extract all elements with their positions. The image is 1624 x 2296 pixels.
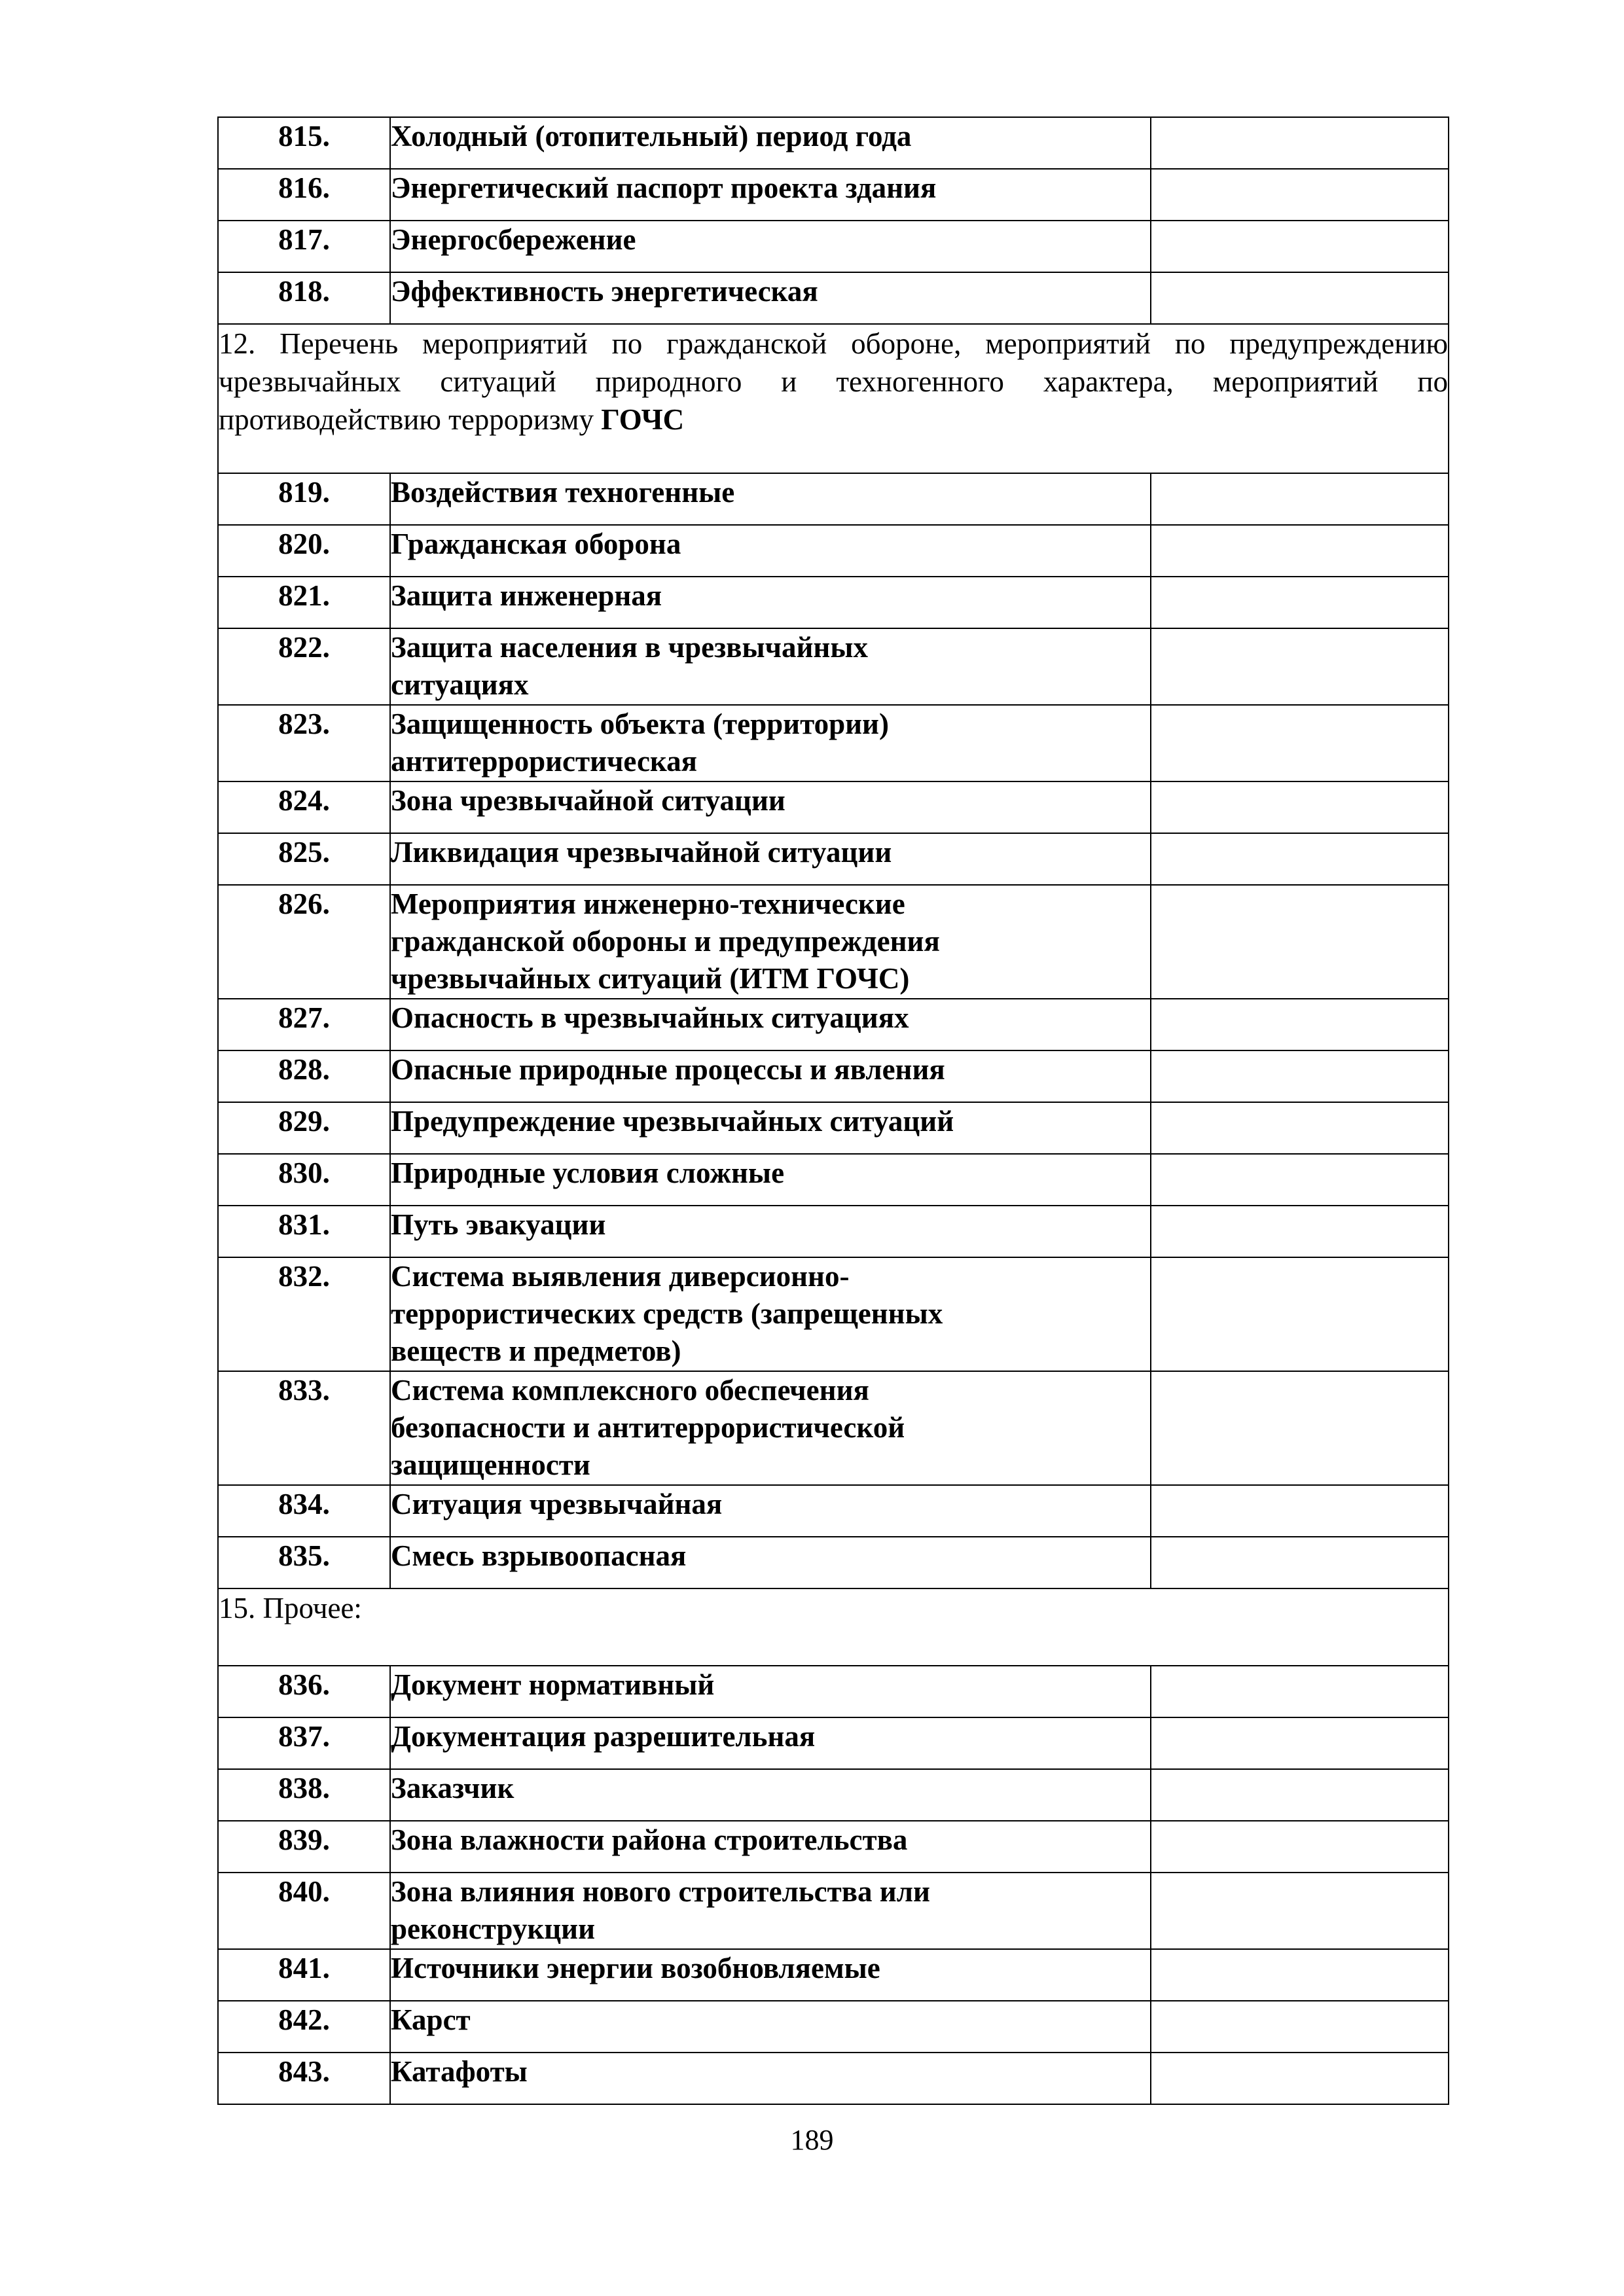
term-text-line: гражданской обороны и предупреждения	[391, 925, 940, 958]
empty-cell	[1151, 1206, 1449, 1257]
row-number: 824.	[218, 781, 390, 833]
term-text-line: Система комплексного обеспечения	[391, 1374, 869, 1407]
term-text-line: Зона влияния нового строительства или	[391, 1875, 930, 1908]
table-row	[218, 1485, 1449, 1537]
empty-cell	[1151, 1666, 1449, 1717]
table-row	[218, 1050, 1449, 1102]
section-heading-row	[218, 1588, 1449, 1666]
row-number: 834.	[218, 1485, 390, 1537]
section-heading-abbreviation: ГОЧС	[601, 403, 685, 436]
term-text-line: Холодный (отопительный) период года	[391, 120, 912, 152]
term-cell	[390, 628, 1151, 705]
empty-cell	[1151, 1821, 1449, 1873]
term-cell	[390, 117, 1151, 169]
term-text-line: реконструкции	[391, 1912, 596, 1945]
term-text-line: Заказчик	[391, 1772, 514, 1804]
term-cell	[390, 1666, 1151, 1717]
term-text-line: ситуациях	[391, 668, 529, 701]
terms-table-body	[218, 117, 1449, 2104]
term-text-line: Энергетический паспорт проекта здания	[391, 171, 937, 204]
term-text-line: Защита инженерная	[391, 579, 662, 612]
term-cell	[390, 1873, 1151, 1949]
empty-cell	[1151, 473, 1449, 525]
row-number: 836.	[218, 1666, 390, 1717]
term-text-line: Путь эвакуации	[391, 1208, 606, 1241]
term-cell	[390, 705, 1151, 781]
empty-cell	[1151, 781, 1449, 833]
term-text-line: Природные условия сложные	[391, 1157, 785, 1189]
row-number: 833.	[218, 1371, 390, 1485]
table-row	[218, 1102, 1449, 1154]
term-cell	[390, 781, 1151, 833]
table-row	[218, 999, 1449, 1050]
empty-cell	[1151, 1717, 1449, 1769]
term-cell	[390, 1371, 1151, 1485]
table-row	[218, 221, 1449, 272]
empty-cell	[1151, 1102, 1449, 1154]
empty-cell	[1151, 221, 1449, 272]
empty-cell	[1151, 1537, 1449, 1588]
table-row	[218, 1537, 1449, 1588]
term-cell	[390, 221, 1151, 272]
table-row	[218, 577, 1449, 628]
table-row	[218, 1873, 1449, 1949]
term-text-line: Гражданская оборона	[391, 528, 681, 560]
empty-cell	[1151, 1485, 1449, 1537]
table-row	[218, 1257, 1449, 1371]
section-heading	[218, 324, 1449, 473]
term-text-line: Документ нормативный	[391, 1668, 715, 1701]
term-cell	[390, 1154, 1151, 1206]
empty-cell	[1151, 169, 1449, 221]
row-number: 826.	[218, 885, 390, 999]
table-row	[218, 1371, 1449, 1485]
row-number: 819.	[218, 473, 390, 525]
term-text-line: Зона чрезвычайной ситуации	[391, 784, 785, 817]
empty-cell	[1151, 705, 1449, 781]
empty-cell	[1151, 117, 1449, 169]
table-row	[218, 1206, 1449, 1257]
row-number: 823.	[218, 705, 390, 781]
row-number: 829.	[218, 1102, 390, 1154]
term-cell	[390, 885, 1151, 999]
term-text-line: Ситуация чрезвычайная	[391, 1488, 723, 1520]
row-number: 839.	[218, 1821, 390, 1873]
row-number: 827.	[218, 999, 390, 1050]
row-number: 831.	[218, 1206, 390, 1257]
term-cell	[390, 1717, 1151, 1769]
empty-cell	[1151, 833, 1449, 885]
term-cell	[390, 1769, 1151, 1821]
row-number: 830.	[218, 1154, 390, 1206]
term-text-line: Документация разрешительная	[391, 1720, 816, 1753]
term-text-line: Ликвидация чрезвычайной ситуации	[391, 836, 892, 869]
empty-cell	[1151, 1257, 1449, 1371]
term-cell	[390, 272, 1151, 324]
term-cell	[390, 577, 1151, 628]
term-cell	[390, 1050, 1151, 1102]
empty-cell	[1151, 885, 1449, 999]
term-text-line: Мероприятия инженерно-технические	[391, 888, 905, 920]
term-cell	[390, 473, 1151, 525]
section-heading-text: 12. Перечень мероприятий по гражданской обороне, мероприятий по предупреждению чрезвычайных ситуаций природного и техногенного характера, мероприятий по противодействию терроризму	[219, 327, 1448, 436]
table-row	[218, 473, 1449, 525]
empty-cell	[1151, 1769, 1449, 1821]
table-row	[218, 1717, 1449, 1769]
term-cell	[390, 169, 1151, 221]
term-text-line: веществ и предметов)	[391, 1335, 681, 1367]
term-text-line: Защита населения в чрезвычайных	[391, 631, 868, 664]
table-row	[218, 272, 1449, 324]
table-row	[218, 169, 1449, 221]
term-text-line: безопасности и антитеррористической	[391, 1411, 905, 1444]
row-number: 815.	[218, 117, 390, 169]
term-text-line: террористических средств (запрещенных	[391, 1297, 943, 1330]
term-cell	[390, 1257, 1151, 1371]
empty-cell	[1151, 1154, 1449, 1206]
terms-table	[217, 117, 1449, 2105]
table-row	[218, 1821, 1449, 1873]
row-number: 816.	[218, 169, 390, 221]
term-text-line: Катафоты	[391, 2055, 528, 2088]
term-cell	[390, 2053, 1151, 2104]
row-number: 825.	[218, 833, 390, 885]
empty-cell	[1151, 1873, 1449, 1949]
page-number: 189	[790, 2124, 834, 2156]
term-text-line: чрезвычайных ситуаций (ИТМ ГОЧС)	[391, 962, 910, 995]
row-number: 835.	[218, 1537, 390, 1588]
term-text-line: Воздействия техногенные	[391, 476, 735, 509]
row-number: 817.	[218, 221, 390, 272]
row-number: 828.	[218, 1050, 390, 1102]
empty-cell	[1151, 2001, 1449, 2053]
term-cell	[390, 1206, 1151, 1257]
table-row	[218, 1666, 1449, 1717]
empty-cell	[1151, 272, 1449, 324]
term-cell	[390, 833, 1151, 885]
empty-cell	[1151, 628, 1449, 705]
table-row	[218, 525, 1449, 577]
section-heading-row	[218, 324, 1449, 473]
term-text-line: Смесь взрывоопасная	[391, 1539, 687, 1572]
term-cell	[390, 1102, 1151, 1154]
empty-cell	[1151, 2053, 1449, 2104]
term-cell	[390, 525, 1151, 577]
term-text-line: Опасные природные процессы и явления	[391, 1053, 945, 1086]
table-row	[218, 2001, 1449, 2053]
table-row	[218, 2053, 1449, 2104]
term-text-line: Источники энергии возобновляемые	[391, 1952, 880, 1984]
row-number: 838.	[218, 1769, 390, 1821]
term-text-line: антитеррористическая	[391, 745, 698, 778]
term-text-line: Предупреждение чрезвычайных ситуаций	[391, 1105, 954, 1138]
row-number: 837.	[218, 1717, 390, 1769]
term-text-line: Система выявления диверсионно-	[391, 1260, 850, 1293]
table-row	[218, 1949, 1449, 2001]
row-number: 818.	[218, 272, 390, 324]
section-heading-text: 15. Прочее:	[219, 1592, 362, 1624]
table-row	[218, 705, 1449, 781]
empty-cell	[1151, 525, 1449, 577]
term-text-line: Защищенность объекта (территории)	[391, 708, 889, 740]
table-row	[218, 117, 1449, 169]
empty-cell	[1151, 1371, 1449, 1485]
row-number: 820.	[218, 525, 390, 577]
empty-cell	[1151, 999, 1449, 1050]
table-row	[218, 1154, 1449, 1206]
row-number: 840.	[218, 1873, 390, 1949]
table-row	[218, 1769, 1449, 1821]
row-number: 822.	[218, 628, 390, 705]
term-cell	[390, 1821, 1151, 1873]
term-text-line: защищенности	[391, 1448, 590, 1481]
empty-cell	[1151, 577, 1449, 628]
table-row	[218, 628, 1449, 705]
row-number: 821.	[218, 577, 390, 628]
row-number: 842.	[218, 2001, 390, 2053]
term-cell	[390, 1485, 1151, 1537]
empty-cell	[1151, 1949, 1449, 2001]
term-cell	[390, 1537, 1151, 1588]
term-cell	[390, 2001, 1151, 2053]
section-heading	[218, 1588, 1449, 1666]
term-text-line: Опасность в чрезвычайных ситуациях	[391, 1001, 909, 1034]
term-text-line: Энергосбережение	[391, 223, 636, 256]
term-text-line: Зона влажности района строительства	[391, 1823, 908, 1856]
table-row	[218, 833, 1449, 885]
row-number: 832.	[218, 1257, 390, 1371]
table-row	[218, 885, 1449, 999]
row-number: 843.	[218, 2053, 390, 2104]
table-row	[218, 781, 1449, 833]
term-cell	[390, 999, 1151, 1050]
empty-cell	[1151, 1050, 1449, 1102]
term-text-line: Эффективность энергетическая	[391, 275, 818, 308]
term-text-line: Карст	[391, 2003, 471, 2036]
row-number: 841.	[218, 1949, 390, 2001]
term-cell	[390, 1949, 1151, 2001]
